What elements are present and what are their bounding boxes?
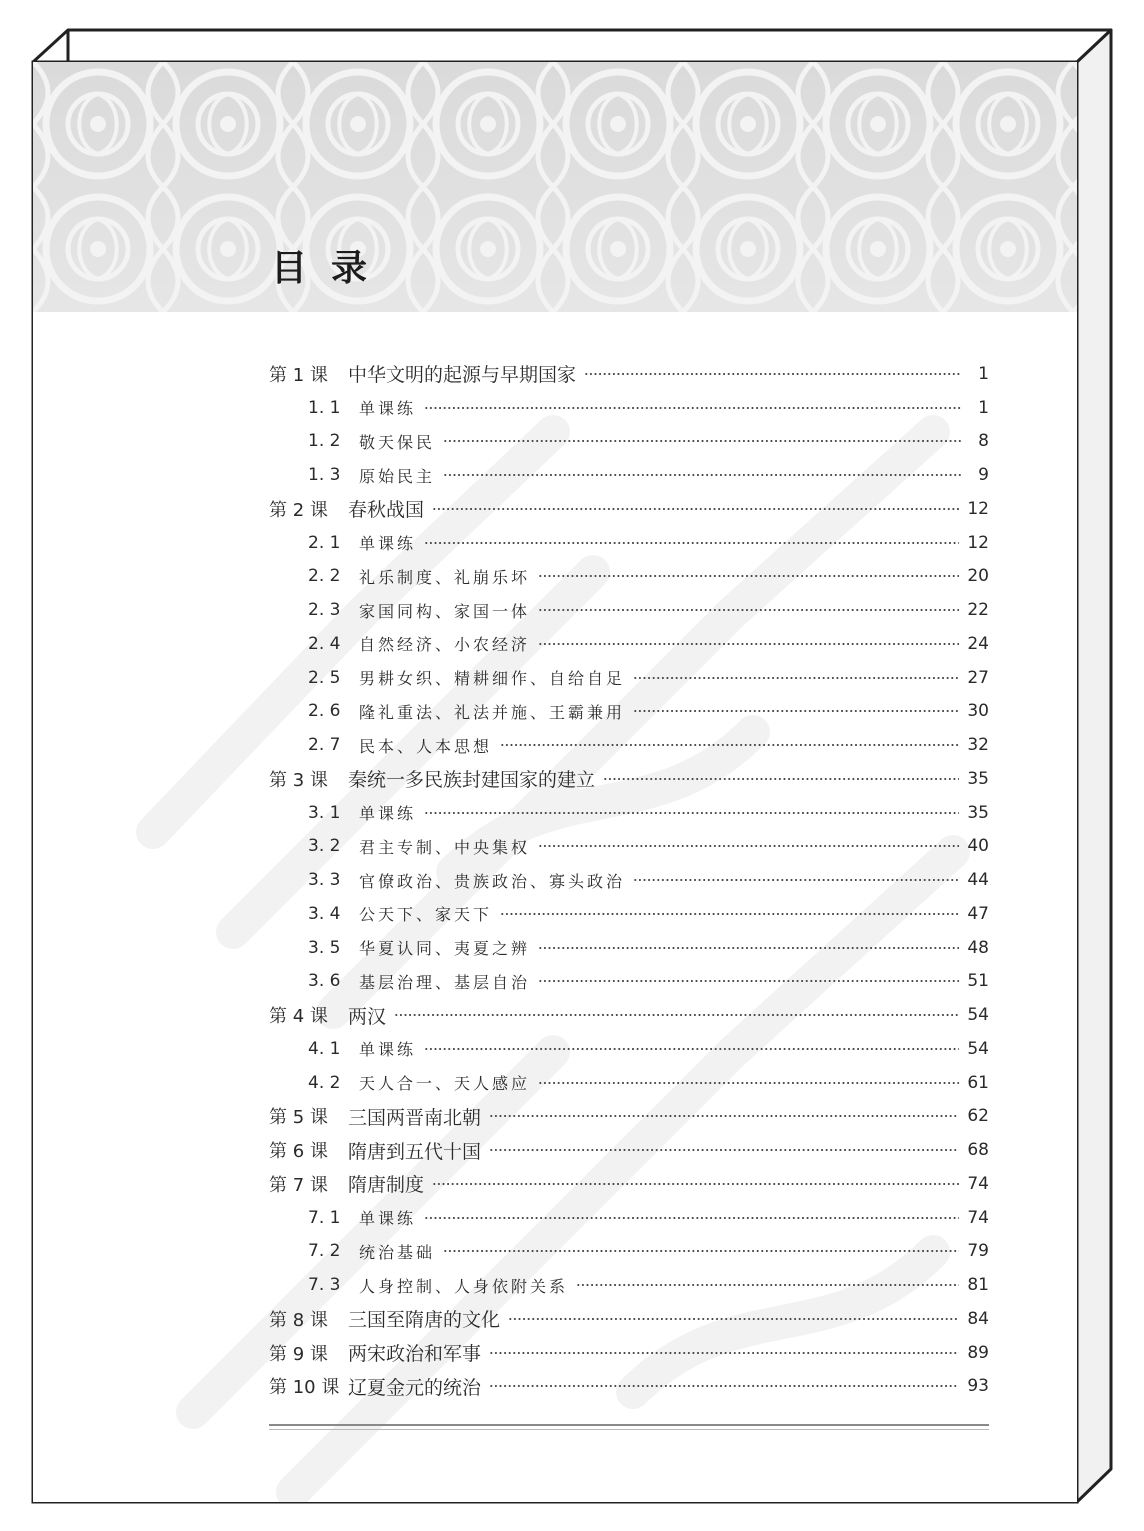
dot-leader xyxy=(538,839,959,853)
toc-section-entry[interactable] xyxy=(269,458,989,492)
toc-entry-number: 4. 2 xyxy=(308,1072,341,1093)
toc-section-entry[interactable] xyxy=(269,897,989,931)
dot-leader xyxy=(500,738,959,752)
toc-page-number: 35 xyxy=(967,768,989,789)
toc-section-entry[interactable] xyxy=(269,965,989,999)
dot-leader xyxy=(538,637,959,651)
toc-entry-title: 辽夏金元的统治 xyxy=(348,1376,482,1399)
dot-leader xyxy=(424,1211,959,1225)
toc-entry-title: 三国两晋南北朝 xyxy=(348,1106,482,1129)
toc-page-number: 74 xyxy=(967,1207,989,1228)
toc-entry-title: 单课练 xyxy=(359,1040,417,1060)
dot-leader xyxy=(424,401,961,415)
dot-leader xyxy=(432,1177,959,1191)
toc-entry-number: 第 1 课 xyxy=(269,364,328,386)
toc-lesson-entry[interactable] xyxy=(269,1336,989,1370)
dot-leader xyxy=(508,1312,959,1326)
toc-section-entry[interactable] xyxy=(269,391,989,425)
toc-page-number: 61 xyxy=(967,1072,989,1093)
toc-page-number: 12 xyxy=(967,498,989,519)
dot-leader xyxy=(489,1379,959,1393)
dot-leader xyxy=(424,536,959,550)
toc-section-entry[interactable] xyxy=(269,695,989,729)
toc-entry-title: 家国同构、家国一体 xyxy=(359,601,531,621)
dot-leader xyxy=(443,434,961,448)
dot-leader xyxy=(500,907,959,921)
toc-entry-number: 7. 3 xyxy=(308,1275,341,1296)
toc-page-number: 24 xyxy=(967,633,989,654)
toc-entry-number: 2. 6 xyxy=(308,701,341,722)
toc-entry-title: 春秋战国 xyxy=(348,499,425,522)
toc-entry-title: 礼乐制度、礼崩乐坏 xyxy=(359,567,531,587)
toc-entry-title: 两汉 xyxy=(348,1005,387,1028)
toc-entry-title: 基层治理、基层自治 xyxy=(359,972,531,992)
toc-page xyxy=(33,62,1077,1502)
toc-page-number: 30 xyxy=(967,701,989,722)
toc-page-number: 54 xyxy=(967,1038,989,1059)
toc-entry-number: 7. 1 xyxy=(308,1207,341,1228)
dot-leader xyxy=(538,569,959,583)
bottom-rule xyxy=(269,1424,989,1426)
toc-page-number: 8 xyxy=(978,431,989,452)
toc-entry-number: 7. 2 xyxy=(308,1241,341,1262)
toc-entry-number: 第 2 课 xyxy=(269,499,328,521)
toc-entry-number: 3. 6 xyxy=(308,971,341,992)
toc-entry-title: 三国至隋唐的文化 xyxy=(348,1309,501,1332)
toc-entry-number: 1. 2 xyxy=(308,431,341,452)
dot-leader xyxy=(576,1278,959,1292)
toc-entry-title: 男耕女织、精耕细作、自给自足 xyxy=(359,669,626,689)
toc-section-entry[interactable] xyxy=(269,1066,989,1100)
toc-entry-title: 民本、人本思想 xyxy=(359,736,493,756)
toc-page-number: 9 xyxy=(978,465,989,486)
toc-entry-number: 2. 2 xyxy=(308,566,341,587)
toc-entry-number: 第 8 课 xyxy=(269,1309,328,1331)
toc-entry-title: 单课练 xyxy=(359,399,417,419)
toc-entry-number: 2. 7 xyxy=(308,735,341,756)
toc-entry-title: 隋唐制度 xyxy=(348,1174,425,1197)
toc-entry-title: 秦统一多民族封建国家的建立 xyxy=(348,769,596,792)
dot-leader xyxy=(538,974,959,988)
toc-entry-number: 1. 3 xyxy=(308,465,341,486)
toc-entry-number: 2. 3 xyxy=(308,600,341,621)
toc-page-number: 12 xyxy=(967,532,989,553)
toc-page-number: 93 xyxy=(967,1376,989,1397)
dot-leader xyxy=(443,1244,959,1258)
dot-leader xyxy=(538,941,959,955)
dot-leader xyxy=(633,873,959,887)
toc-page-number: 54 xyxy=(967,1005,989,1026)
toc-lesson-entry[interactable] xyxy=(269,1100,989,1134)
toc-page-number: 68 xyxy=(967,1140,989,1161)
toc-entry-title: 两宋政治和军事 xyxy=(348,1343,482,1366)
dot-leader xyxy=(538,1076,959,1090)
toc-entry-title: 天人合一、天人感应 xyxy=(359,1074,531,1094)
toc-entry-number: 第 3 课 xyxy=(269,769,328,791)
toc-section-entry[interactable] xyxy=(269,728,989,762)
toc-page-number: 79 xyxy=(967,1241,989,1262)
dot-leader xyxy=(489,1143,959,1157)
toc-entry-title: 统治基础 xyxy=(359,1242,436,1262)
toc-entry-title: 官僚政治、贵族政治、寡头政治 xyxy=(359,871,626,891)
toc-entry-number: 3. 1 xyxy=(308,802,341,823)
toc-entry-number: 3. 4 xyxy=(308,903,341,924)
toc-lesson-entry[interactable] xyxy=(269,357,989,391)
toc-entry-number: 第 6 课 xyxy=(269,1141,328,1163)
dot-leader xyxy=(432,502,959,516)
toc-entry-number: 第 7 课 xyxy=(269,1174,328,1196)
toc-section-entry[interactable] xyxy=(269,661,989,695)
toc-page-number: 20 xyxy=(967,566,989,587)
toc-section-entry[interactable] xyxy=(269,1268,989,1302)
dot-leader xyxy=(584,367,961,381)
toc-entry-title: 单课练 xyxy=(359,534,417,554)
toc-lesson-entry[interactable] xyxy=(269,492,989,526)
toc-entry-number: 3. 2 xyxy=(308,836,341,857)
toc-section-entry[interactable] xyxy=(269,1201,989,1235)
dot-leader xyxy=(424,1042,959,1056)
toc-entry-number: 2. 1 xyxy=(308,532,341,553)
toc-section-entry[interactable] xyxy=(269,931,989,965)
toc-page-number: 40 xyxy=(967,836,989,857)
dot-leader xyxy=(633,671,959,685)
toc-page-number: 44 xyxy=(967,870,989,891)
toc-section-entry[interactable] xyxy=(269,830,989,864)
toc-entry-number: 第 4 课 xyxy=(269,1006,328,1028)
dot-leader xyxy=(443,468,961,482)
toc-page-number: 35 xyxy=(967,802,989,823)
toc-section-entry[interactable] xyxy=(269,425,989,459)
toc-entry-number: 第 9 课 xyxy=(269,1343,328,1365)
toc-entry-title: 人身控制、人身依附关系 xyxy=(359,1276,569,1296)
toc-page-number: 84 xyxy=(967,1308,989,1329)
toc-entry-title: 隋唐到五代十国 xyxy=(348,1140,482,1163)
dot-leader xyxy=(489,1346,959,1360)
toc-lesson-entry[interactable] xyxy=(269,1167,989,1201)
toc-entry-title: 中华文明的起源与早期国家 xyxy=(348,364,577,387)
toc-section-entry[interactable] xyxy=(269,526,989,560)
dot-leader xyxy=(394,1008,959,1022)
dot-leader xyxy=(538,603,959,617)
ornament-banner xyxy=(33,62,1077,312)
toc-entry-number: 1. 1 xyxy=(308,397,341,418)
toc-entry-title: 公天下、家天下 xyxy=(359,905,493,925)
toc-page-number: 81 xyxy=(967,1275,989,1296)
toc-entry-title: 隆礼重法、礼法并施、王霸兼用 xyxy=(359,702,626,722)
toc-entry-number: 4. 1 xyxy=(308,1038,341,1059)
dot-leader xyxy=(603,772,959,786)
toc-section-entry[interactable] xyxy=(269,560,989,594)
toc-page-number: 47 xyxy=(967,903,989,924)
toc-page-number: 62 xyxy=(967,1106,989,1127)
toc-page-number: 1 xyxy=(978,397,989,418)
toc-lesson-entry[interactable] xyxy=(269,1302,989,1336)
toc-entry-title: 原始民主 xyxy=(359,466,436,486)
toc-entry-title: 自然经济、小农经济 xyxy=(359,635,531,655)
bottom-rule-thin xyxy=(269,1429,989,1430)
dot-leader xyxy=(633,704,959,718)
toc-entry-number: 3. 5 xyxy=(308,937,341,958)
toc-entry-title: 单课练 xyxy=(359,804,417,824)
toc-section-entry[interactable] xyxy=(269,1032,989,1066)
toc-entry-number: 2. 5 xyxy=(308,667,341,688)
toc-page-number: 22 xyxy=(967,600,989,621)
toc-entry-number: 第 10 课 xyxy=(269,1377,340,1399)
toc-section-entry[interactable] xyxy=(269,1235,989,1269)
toc-page-number: 89 xyxy=(967,1342,989,1363)
toc-entry-number: 第 5 课 xyxy=(269,1107,328,1129)
toc-page-number: 51 xyxy=(967,971,989,992)
toc-page-number: 27 xyxy=(967,667,989,688)
toc-entry-title: 华夏认同、夷夏之辨 xyxy=(359,939,531,959)
toc-section-entry[interactable] xyxy=(269,593,989,627)
page-title: 目录 xyxy=(271,248,392,289)
toc-entry-title: 君主专制、中央集权 xyxy=(359,837,531,857)
toc-lesson-entry[interactable] xyxy=(269,762,989,796)
toc-page-number: 74 xyxy=(967,1173,989,1194)
toc-entry-title: 敬天保民 xyxy=(359,432,436,452)
toc-section-entry[interactable] xyxy=(269,796,989,830)
toc-lesson-entry[interactable] xyxy=(269,1133,989,1167)
table-of-contents xyxy=(269,357,989,1403)
dot-leader xyxy=(424,806,959,820)
toc-lesson-entry[interactable] xyxy=(269,998,989,1032)
toc-section-entry[interactable] xyxy=(269,863,989,897)
toc-page-number: 32 xyxy=(967,735,989,756)
toc-entry-number: 2. 4 xyxy=(308,633,341,654)
toc-page-number: 1 xyxy=(978,363,989,384)
toc-entry-number: 3. 3 xyxy=(308,870,341,891)
toc-page-number: 48 xyxy=(967,937,989,958)
dot-leader xyxy=(489,1109,959,1123)
toc-section-entry[interactable] xyxy=(269,627,989,661)
toc-lesson-entry[interactable] xyxy=(269,1370,989,1404)
toc-entry-title: 单课练 xyxy=(359,1209,417,1229)
